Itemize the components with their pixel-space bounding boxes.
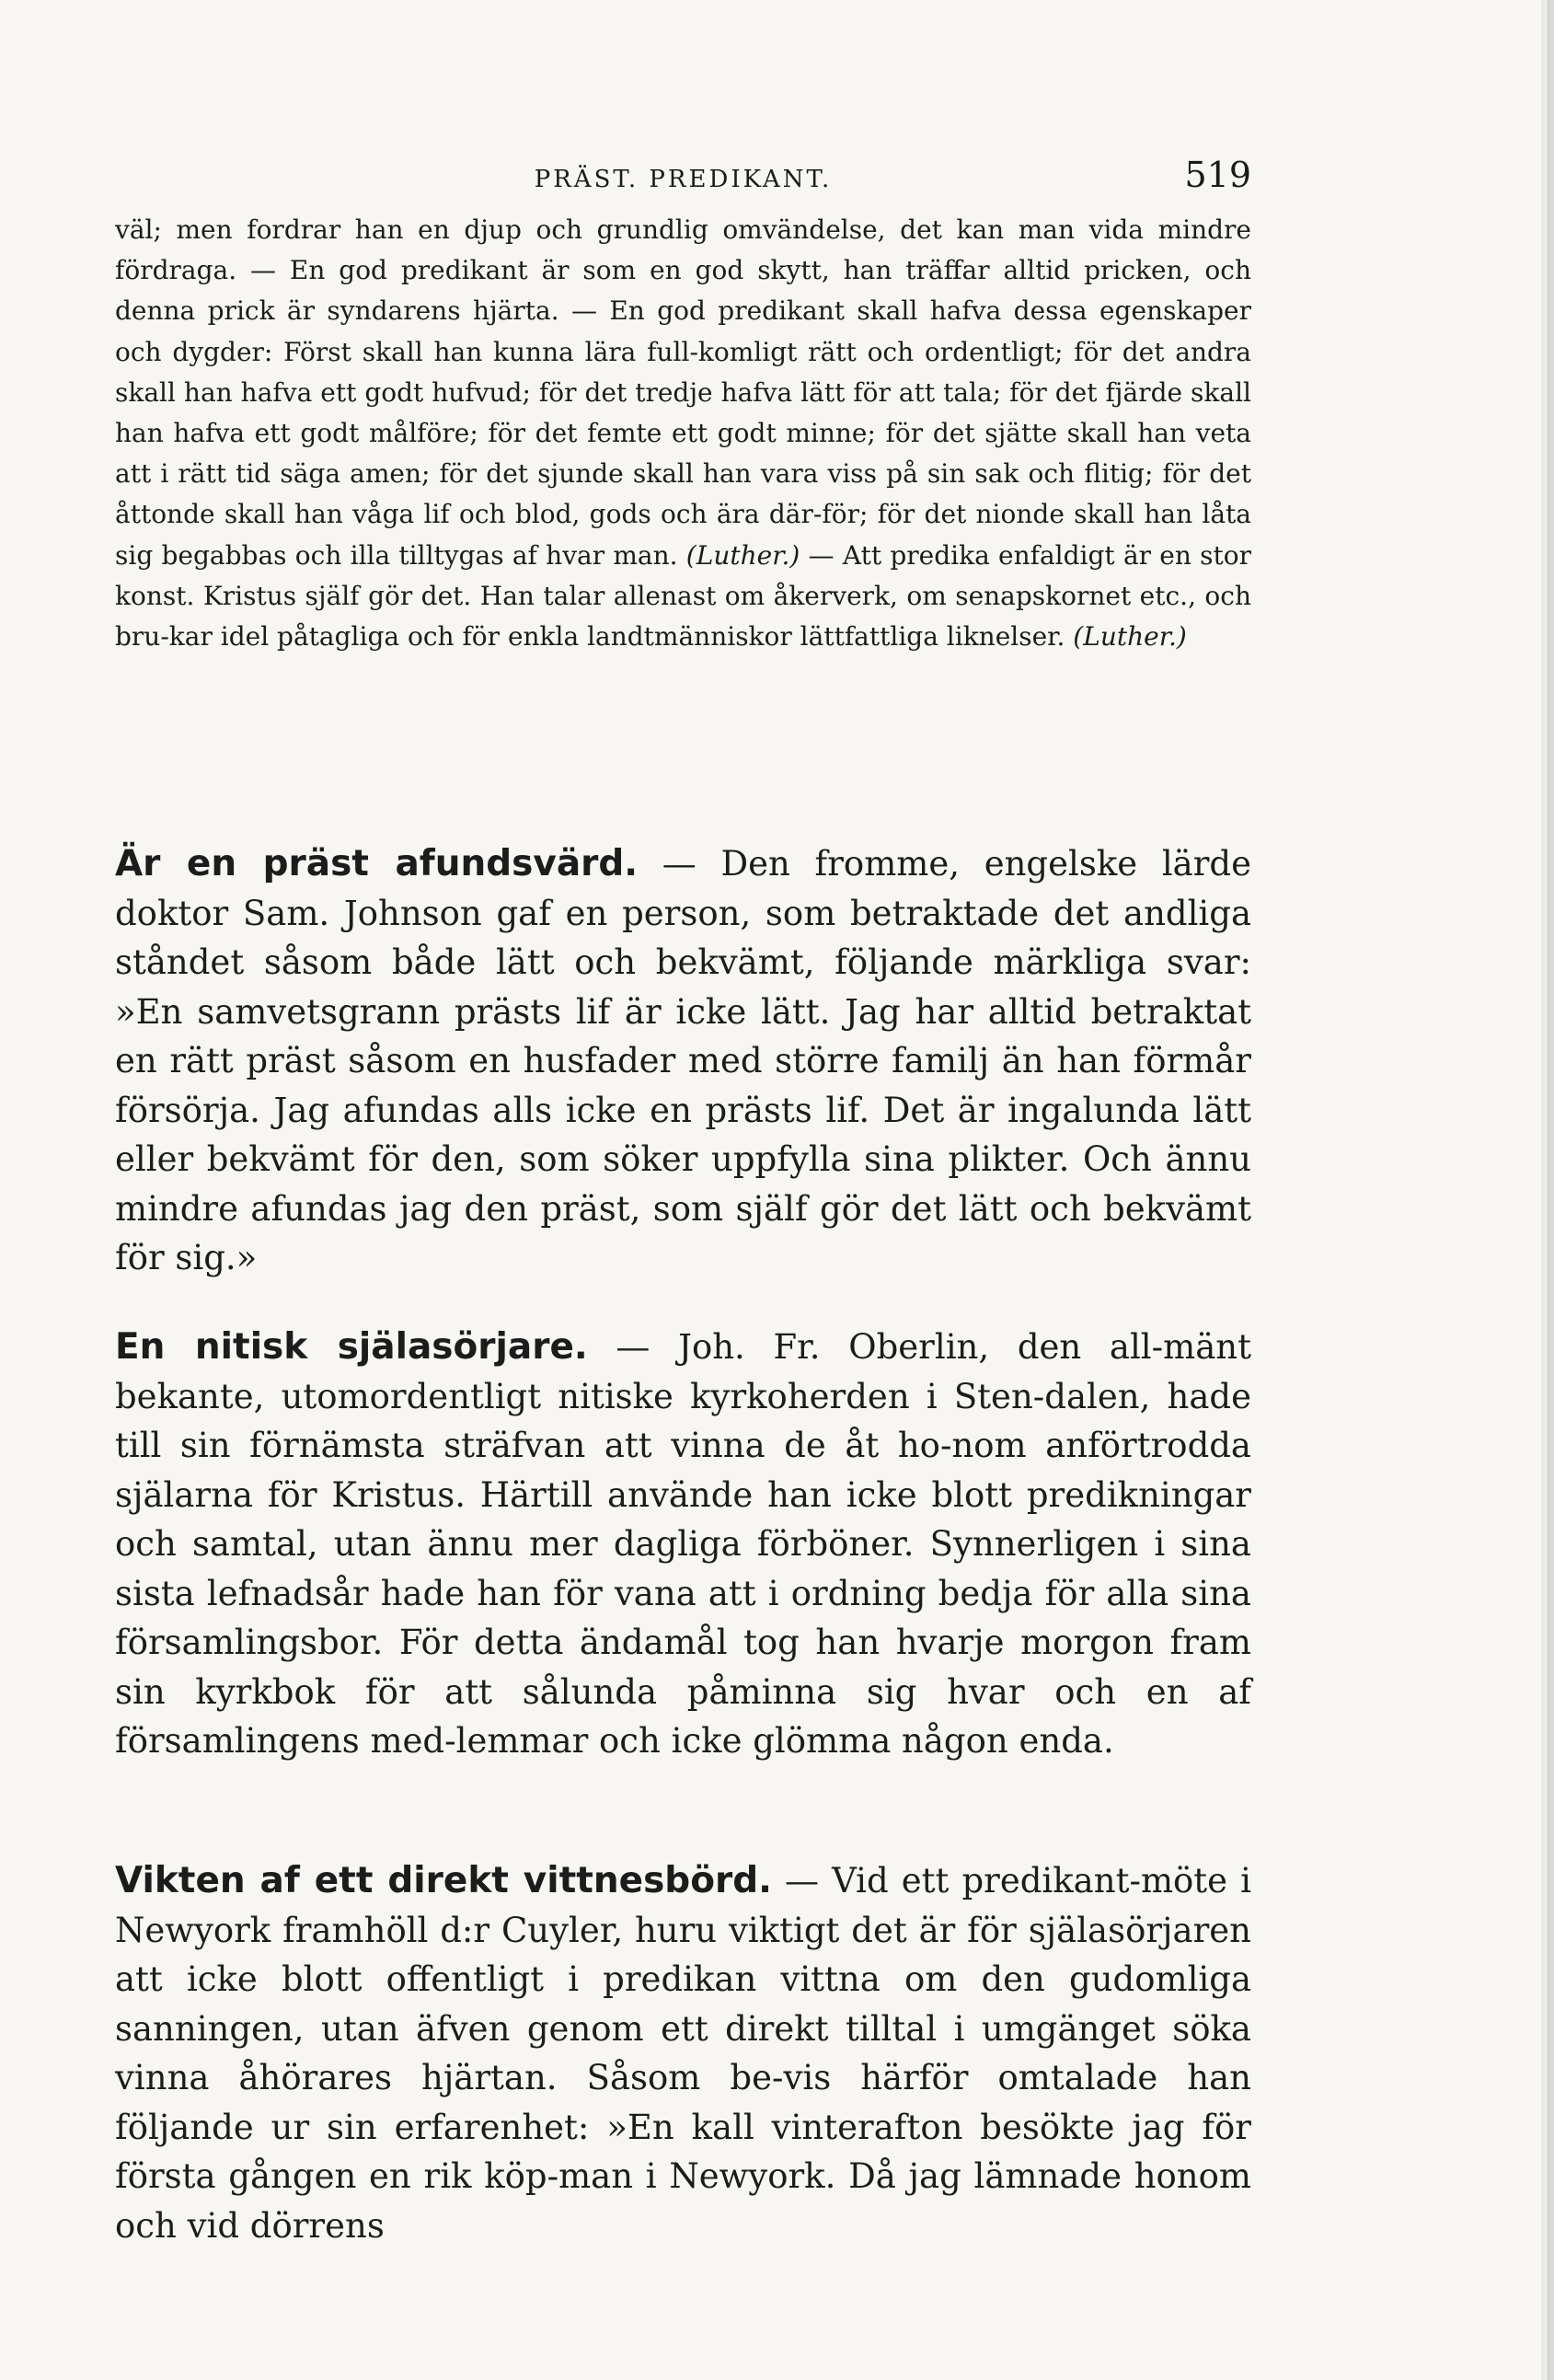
running-head: PRÄST. PREDIKANT. — [534, 166, 833, 193]
section-paragraph — [115, 1856, 1251, 2250]
citation-luther-2: (Luther.) — [1073, 621, 1187, 653]
section-heading: Vikten af ett direkt vittnesbörd. — [115, 1860, 772, 1901]
intro-text — [115, 210, 1251, 657]
intro-text-part-2: — Att predika enfaldigt är en stor konst. Kristus själf gör det. Han talar allenast om åkerverk, om senapskornet etc., och bru-kar idel påtagliga och för enkla landtmänniskor lättfattliga liknelser. — [115, 539, 1251, 653]
section-body: — Joh. Fr. Oberlin, den all-mänt bekante, utomordentligt nitiske kyrkoherden i Sten-dalen, hade till sin förnämsta sträfvan att vinna de åt ho-nom anförtrodda själarna för Kristus. Härtill använde han icke blott predikningar och samtal, utan ännu mer dagliga förböner. Synnerligen i sina sista lefnadsår hade han för vana att i ordning bedja för alla sina församlingsbor. För detta ändamål tog han hvarje morgon fram sin kyrkbok för att sålunda påminna sig hvar och en af församlingens med-lemmar och icke glömma någon enda. — [115, 1327, 1251, 1761]
page-number: 519 — [1184, 155, 1251, 195]
section-heading: En nitisk själasörjare. — [115, 1326, 588, 1368]
intro-text-part-1: väl; men fordrar han en djup och grundlig omvändelse, det kan man vida mindre fördraga. — En god predikant är som en god skytt, han träffar alltid pricken, och denna prick är syndarens hjärta. — En god predikant skall hafva dessa egenskaper och dygder: Först skall han kunna lära full-komligt rätt och ordentligt; för det andra skall han hafva ett godt hufvud; för det tredje hafva lätt för att tala; för det fjärde skall han hafva ett godt målföre; för det femte ett godt minne; för det sjätte skall han veta att i rätt tid säga amen; för det sjunde skall han vara viss på sin sak och flitig; för det åttonde skall han våga lif och blod, gods och ära där-för; för det nionde skall han låta sig begabbas och illa tilltygas af hvar man. — [115, 214, 1251, 571]
section-heading: Är en präst afundsvärd. — [115, 843, 639, 884]
section-direkt-vittnesbord — [115, 1856, 1251, 2250]
section-afundsvard — [115, 839, 1251, 1283]
intro-paragraph — [115, 210, 1251, 657]
section-paragraph — [115, 1323, 1251, 1766]
page-header — [115, 155, 1251, 210]
citation-luther-1: (Luther.) — [685, 539, 800, 571]
page-edge — [1541, 0, 1548, 2380]
section-body: — Den fromme, engelske lärde doktor Sam. Johnson gaf en person, som betraktade det andliga ståndet såsom både lätt och bekvämt, följande märkliga svar: »En samvetsgrann prästs lif är icke lätt. Jag har alltid betraktat en rätt präst såsom en husfader med större familj än han förmår försörja. Jag afundas alls icke en prästs lif. Det är ingalunda lätt eller bekvämt för den, som söker uppfylla sina plikter. Och ännu mindre afundas jag den präst, som själf gör det lätt och bekvämt för sig.» — [115, 844, 1251, 1277]
section-paragraph — [115, 839, 1251, 1283]
section-nitisk-sjalasorjare — [115, 1323, 1251, 1766]
section-body: — Vid ett predikant-möte i Newyork framhöll d:r Cuyler, huru viktigt det är för själasörjaren att icke blott offentligt i predikan vittna om den gudomliga sanningen, utan äfven genom ett direkt tilltal i umgänget söka vinna åhörares hjärtan. Såsom be-vis härför omtalade han följande ur sin erfarenhet: »En kall vinterafton besökte jag för första gången en rik köp-man i Newyork. Då jag lämnade honom och vid dörrens — [115, 1861, 1251, 2246]
